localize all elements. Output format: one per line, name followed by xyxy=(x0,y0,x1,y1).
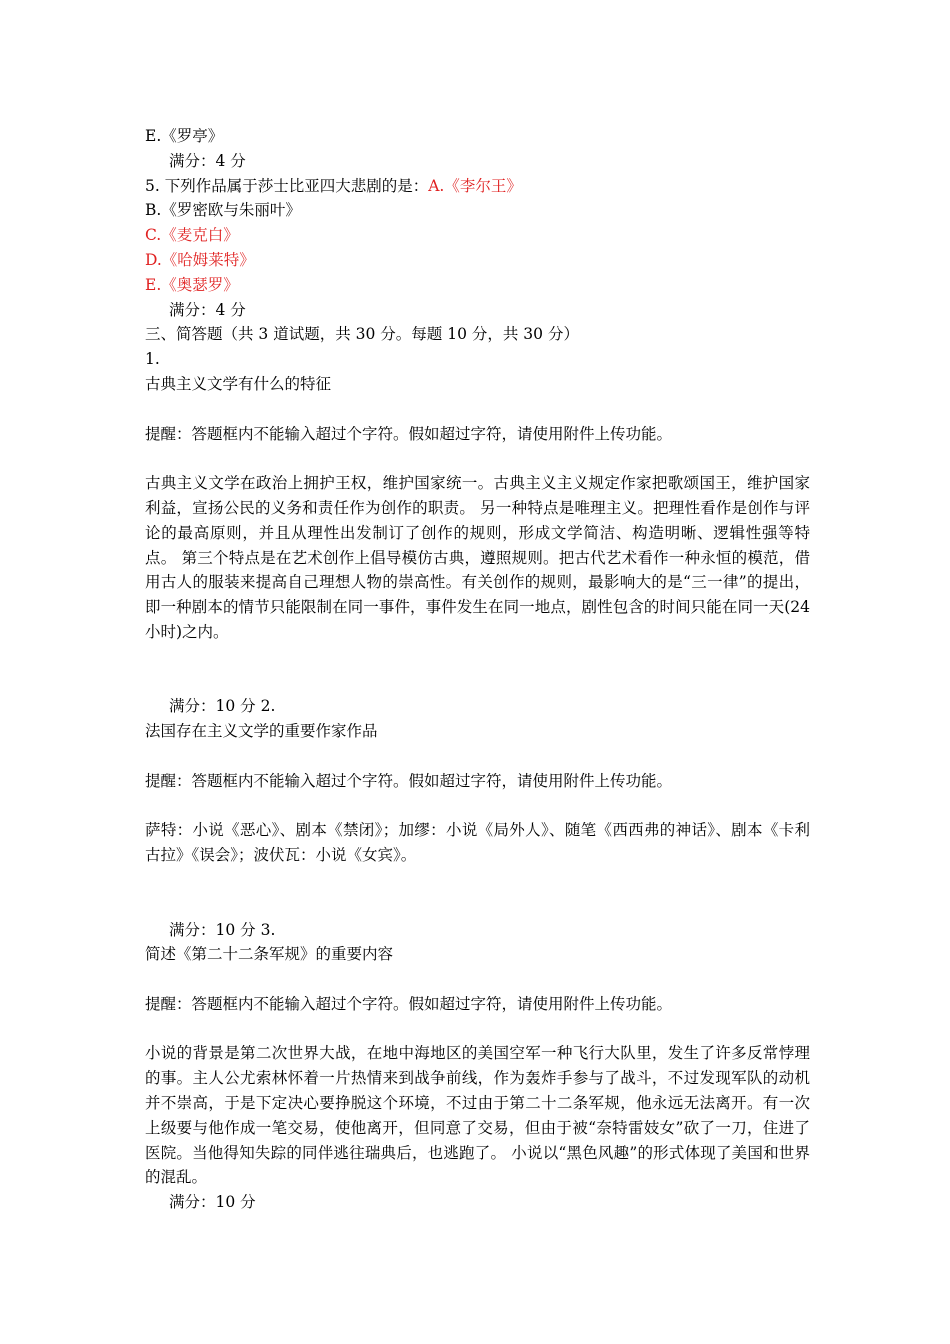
q5-option-e: E.《奥瑟罗》 xyxy=(145,275,239,294)
sa1-number: 1. xyxy=(145,350,160,369)
spacer xyxy=(145,744,810,769)
q5-option-b: B.《罗密欧与朱丽叶》 xyxy=(145,201,301,220)
sa1-answer: 古典主义文学在政治上拥护王权，维护国家统一。古典主义主义规定作家把歌颂国王，维护国家利益，宣扬公民的义务和责任作为创作的职责。 另一种特点是唯理主义。把理性看作是创作与评论的最高原则，并且从理性出发制订了创作的规则，形成文学简洁、构造明晰、逻辑性强等特点。 第三个特点是在艺术创作上倡导模仿古典，遵照规则。把古代艺术看作一种永恒的模范，借用古人的服装来提高自己理想人物的崇高性。有关创作的规则，最影响大的是“三一律”的提出，即一种剧本的情节只能限制在同一事件，事件发生在同一地点，剧性包含的时间只能在同一天(24 小时)之内。 xyxy=(145,474,810,641)
spacer xyxy=(145,645,810,695)
spacer xyxy=(145,794,810,819)
sa2-answer: 萨特：小说《恶心》、剧本《禁闭》；加缪：小说《局外人》、随笔《西西弗的神话》、剧本《卡利古拉》《误会》；波伏瓦：小说《女宾》。 xyxy=(145,821,810,865)
q5-stem: 5. 下列作品属于莎士比亚四大悲剧的是： xyxy=(145,176,429,195)
sa3-question: 简述《第二十二条军规》的重要内容 xyxy=(145,945,394,964)
sa1-reminder: 提醒：答题框内不能输入超过个字符。假如超过字符，请使用附件上传功能。 xyxy=(145,424,673,443)
q4-score: 满分：4 分 xyxy=(169,151,246,170)
section3-title: 三、简答题（共 3 道试题，共 30 分。每题 10 分，共 30 分） xyxy=(145,325,579,344)
sa3-reminder: 提醒：答题框内不能输入超过个字符。假如超过字符，请使用附件上传功能。 xyxy=(145,994,673,1013)
spacer xyxy=(145,1017,810,1042)
spacer xyxy=(145,967,810,992)
sa3-score: 满分：10 分 xyxy=(169,1193,256,1212)
q5-option-d: D.《哈姆莱特》 xyxy=(145,250,255,269)
spacer xyxy=(145,868,810,918)
sa2-question: 法国存在主义文学的重要作家作品 xyxy=(145,722,378,741)
spacer xyxy=(145,446,810,471)
sa1-question: 古典主义文学有什么的特征 xyxy=(145,374,332,393)
sa2-score: 满分：10 分 3. xyxy=(169,920,276,939)
document-page xyxy=(145,124,810,1215)
sa1-score: 满分：10 分 2. xyxy=(169,697,276,716)
q5-score: 满分：4 分 xyxy=(169,300,246,319)
spacer xyxy=(145,397,810,422)
q5-option-a: A.《李尔王》 xyxy=(428,176,522,195)
q5-option-c: C.《麦克白》 xyxy=(145,226,239,245)
sa2-reminder: 提醒：答题框内不能输入超过个字符。假如超过字符，请使用附件上传功能。 xyxy=(145,771,673,790)
q4-option-e: E.《罗亭》 xyxy=(145,127,224,145)
q5-stem-line xyxy=(145,174,810,199)
sa3-answer: 小说的背景是第二次世界大战，在地中海地区的美国空军一种飞行大队里，发生了许多反常悖理的事。主人公尤索林怀着一片热情来到战争前线，作为轰炸手参与了战斗，不过发现军队的动机并不崇高，于是下定决心要挣脱这个环境，不过由于第二十二条军规，他永远无法离开。有一次上级要与他作成一笔交易，使他离开，但同意了交易，但由于被“奈特雷妓女”砍了一刀，住进了医院。当他得知失踪的同伴逃往瑞典后，也逃跑了。 小说以“黑色风趣”的形式体现了美国和世界的混乱。 xyxy=(145,1044,810,1187)
